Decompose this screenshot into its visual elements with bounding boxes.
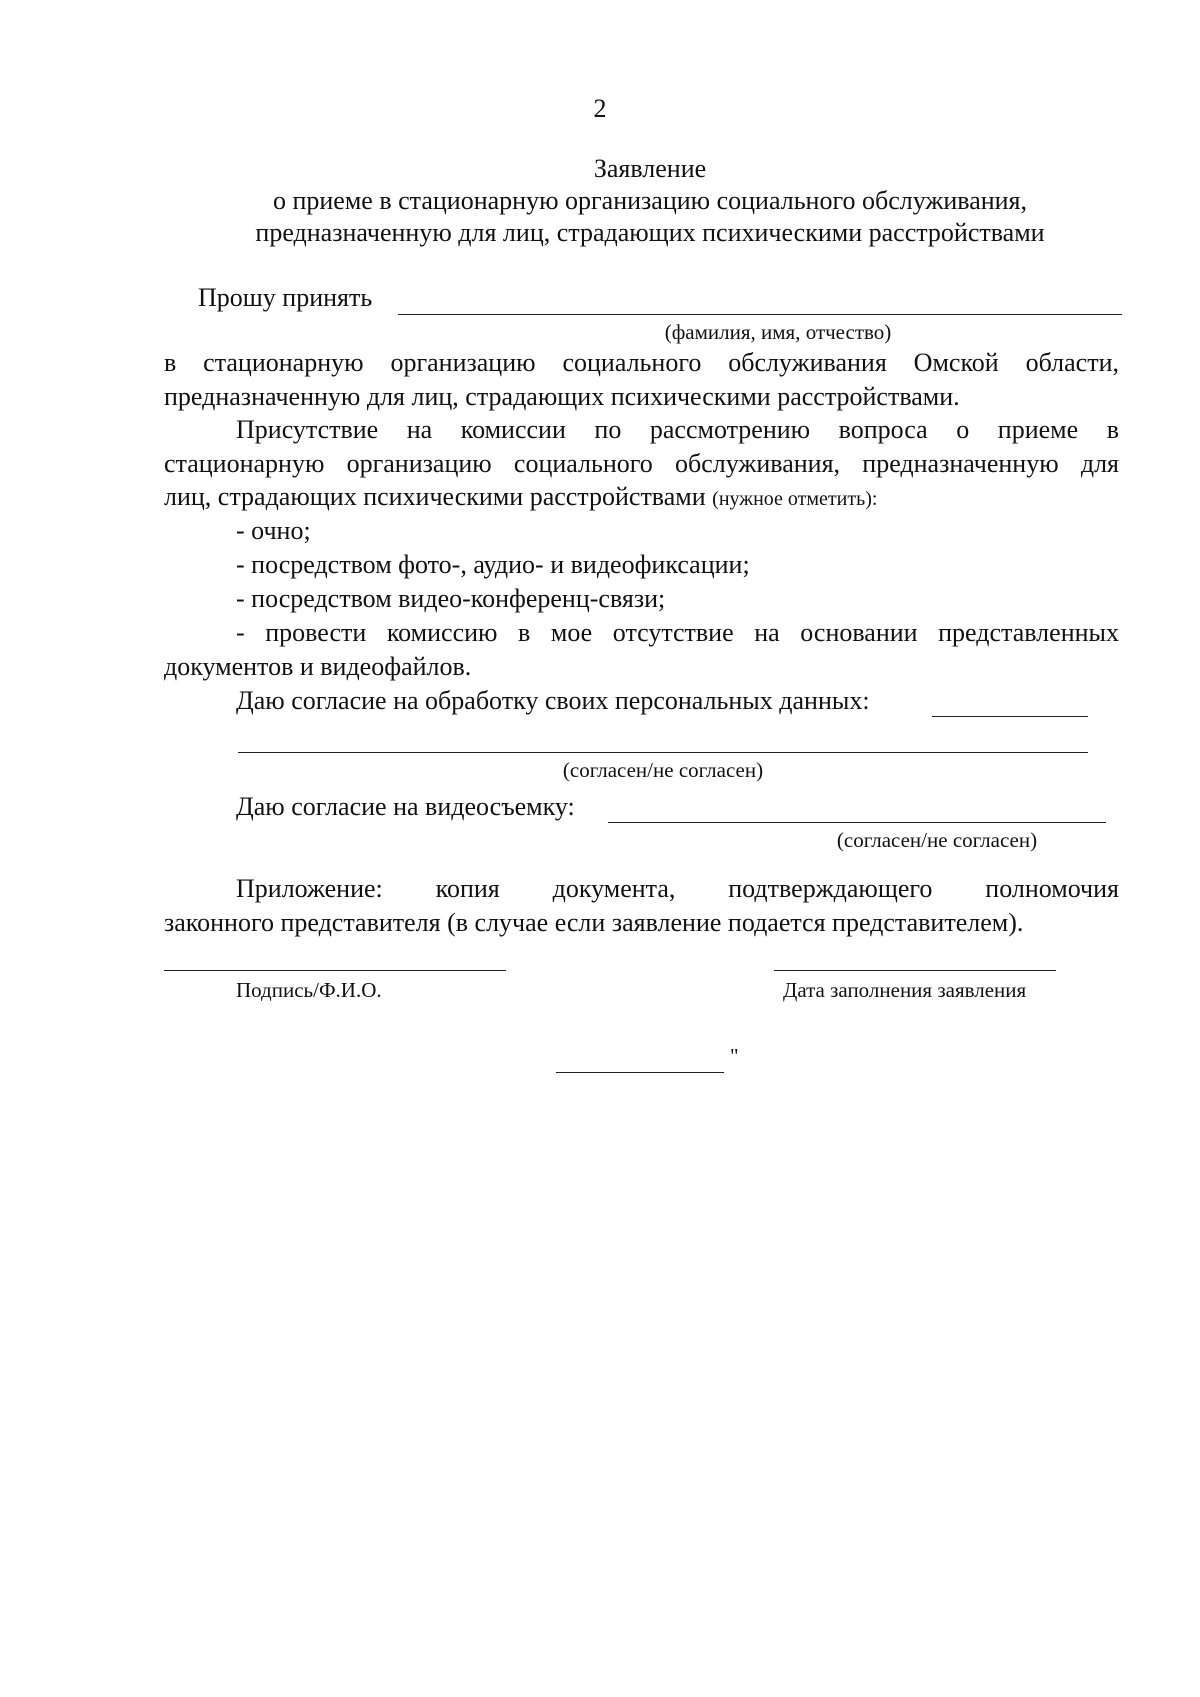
consent-video-label: Даю согласие на видеосъемку: [236, 792, 575, 821]
consent-personal-caption: (согласен/не согласен) [562, 758, 764, 782]
attendance-line3-main: лиц, страдающих психическими расстройствами [164, 482, 706, 511]
consent-personal-label: Даю согласие на обработку своих персональных данных: [236, 686, 870, 715]
attendance-line2: стационарную организацию социального обслуживания, предназначенную для [164, 449, 1119, 478]
signature-caption: Подпись/Ф.И.О. [236, 978, 382, 1002]
appendix-line2: законного представителя (в случае если заявление подается представителем). [164, 908, 1024, 937]
consent-video-caption: (согласен/не согласен) [836, 828, 1038, 852]
page-number: 2 [593, 94, 607, 123]
date-fill-line[interactable] [774, 970, 1056, 971]
form-subtitle-line1: о приеме в стационарную организацию социального обслуживания, [272, 186, 1028, 215]
option-in-person[interactable]: - очно; [236, 516, 311, 545]
form-subtitle-line2: предназначенную для лиц, страдающих психическими расстройствами [255, 218, 1045, 247]
option-absent-line2: документов и видеофайлов. [164, 652, 472, 681]
request-label: Прошу принять [198, 283, 373, 312]
option-video-conference[interactable]: - посредством видео-конференц-связи; [236, 584, 666, 613]
consent-video-fill-line[interactable] [608, 822, 1106, 823]
option-photo-audio-video[interactable]: - посредством фото-, аудио- и видеофиксации; [236, 550, 750, 579]
option-absent-line1[interactable]: - провести комиссию в мое отсутствие на основании представленных [236, 618, 1119, 647]
date-caption: Дата заполнения заявления [783, 978, 1027, 1002]
request-text-line1: в стационарную организацию социального обслуживания Омской области, [164, 348, 1119, 377]
attendance-line1: Присутствие на комиссии по рассмотрению вопроса о приеме в [236, 415, 1119, 444]
signature-fill-line[interactable] [164, 970, 506, 971]
consent-personal-fill-line2[interactable] [238, 752, 1088, 753]
request-text-line2: предназначенную для лиц, страдающих психическими расстройствами. [164, 382, 960, 411]
attendance-note: (нужное отметить): [712, 488, 878, 510]
date-quote-mark: " [730, 1044, 739, 1068]
attendance-line3 [164, 480, 877, 516]
appendix-line1: Приложение: копия документа, подтверждающего полномочия [236, 874, 1119, 903]
consent-personal-fill-line1[interactable] [932, 716, 1088, 717]
name-caption: (фамилия, имя, отчество) [664, 320, 892, 344]
name-fill-line[interactable] [398, 314, 1122, 315]
form-title: Заявление [593, 154, 707, 183]
registration-fill-line[interactable] [556, 1072, 724, 1073]
